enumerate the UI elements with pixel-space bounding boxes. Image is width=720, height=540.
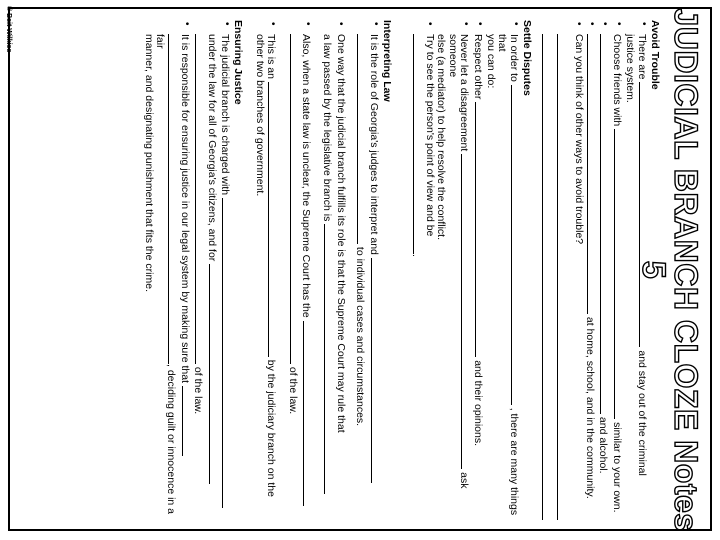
list-item: • The judicial branch is charged with under the law for all of Georgia's citizens, and for of the law. — [192, 20, 232, 520]
fill-blank[interactable] — [475, 102, 485, 357]
section-ensuring-justice — [142, 20, 243, 520]
section-settle-disputes — [410, 20, 532, 520]
list-item: • and alcohol. — [597, 22, 611, 474]
list-item: • It is responsible for ensuring justice in our legal system by making sure that , deciding guilt or innocence in a fair manner, and designating punishment that fits the crime. — [142, 22, 192, 515]
bullet-icon: • — [267, 22, 279, 26]
list-item: • Never let a disagreement ask someone else (a mediator) to help resolve the conflict. — [435, 22, 472, 489]
section-heading: Interpreting Law — [381, 20, 394, 102]
bullet-icon: • — [302, 22, 314, 26]
section-interpreting-law — [253, 20, 392, 520]
bullet-icon: • — [637, 22, 649, 26]
copyright-notice: © Bsit Wilkies — [5, 6, 12, 53]
fill-blank[interactable] — [290, 34, 300, 364]
list-item: • It is the role of Georgia's judges to interpret and to individual cases and circumstances. — [354, 20, 381, 520]
fill-blank[interactable] — [182, 386, 192, 456]
list-item: • This is an by the judiciary branch on the other two branches of government. — [253, 22, 279, 497]
list-item: • Try to see the person's point of view and be . — [410, 22, 436, 257]
list-item: • Also, when a state law is unclear, the Supreme Court has the of the law. — [286, 20, 313, 520]
bullet-icon: • — [612, 22, 624, 26]
section-heading: Settle Disputes — [521, 20, 534, 96]
fill-blank[interactable] — [268, 82, 278, 357]
bullet-icon: • — [334, 22, 346, 26]
fill-blank[interactable] — [511, 85, 521, 405]
fill-blank[interactable] — [195, 34, 205, 364]
bullet-icon: • — [460, 22, 472, 26]
fill-blank[interactable] — [414, 34, 424, 254]
bullet-icon: • — [423, 22, 435, 26]
fill-blank[interactable] — [209, 264, 219, 484]
answer-line[interactable] — [542, 34, 557, 520]
fill-blank[interactable] — [303, 321, 313, 506]
list-item: • There are and stay out of the criminal justice system. — [624, 22, 649, 476]
section-avoid-trouble — [542, 20, 660, 520]
list-item: • Respect other and their opinions. — [471, 22, 485, 447]
bullet-icon: • — [599, 22, 611, 26]
list-item: • Can you think of other ways to avoid trouble? — [572, 22, 585, 245]
bullet-icon: • — [473, 22, 485, 26]
list-item: • Choose friends with similar to your own. — [610, 22, 624, 513]
fill-blank[interactable] — [371, 258, 381, 483]
fill-blank[interactable] — [357, 34, 367, 244]
bullet-icon: • — [585, 22, 597, 26]
fill-blank[interactable] — [461, 154, 471, 469]
fill-blank[interactable] — [600, 34, 610, 414]
fill-blank[interactable] — [587, 34, 597, 314]
list-item: • One way that the judicial branch fulfills its role is that the Supreme Court may rule that a law passed by the legislative branch is — [321, 20, 346, 520]
bullet-icon: • — [221, 22, 233, 26]
page-title: JUDICIAL BRANCH CLOZE Notes 5 — [636, 8, 704, 532]
bullet-icon: • — [180, 22, 192, 26]
list-item: • In order to , there are many things that you can do: — [484, 22, 521, 516]
bullet-icon: • — [572, 22, 584, 26]
fill-blank[interactable] — [639, 82, 649, 347]
section-heading: Ensuring Justice — [232, 20, 245, 105]
fill-blank[interactable] — [168, 34, 178, 364]
bullet-icon: • — [509, 22, 521, 26]
fill-blank[interactable] — [324, 224, 334, 494]
bullet-icon: • — [369, 22, 381, 26]
fill-blank[interactable] — [222, 198, 232, 508]
fill-blank[interactable] — [614, 129, 624, 419]
notes-content — [142, 20, 660, 520]
list-item: • at home, school, and in the community. — [583, 22, 597, 499]
answer-line[interactable] — [557, 34, 572, 520]
section-heading: Avoid Trouble — [649, 20, 661, 90]
